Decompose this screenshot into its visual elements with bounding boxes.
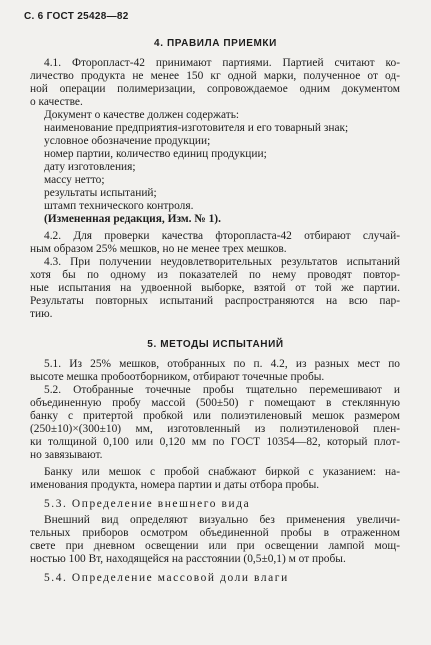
doc-item: наименование предприятия-изготовителя и его товарный знак; <box>44 122 349 134</box>
p43-line: ные испытания на удвоенной выборке, взятой от той же партии. <box>30 282 400 294</box>
p43-line: тию. <box>30 308 53 320</box>
p53-line: Внешний вид определяют визуально без применения увеличи- <box>44 514 400 526</box>
p41-line: ной операции полимеризации, сопровождаемое одним документом <box>30 83 400 95</box>
p52-line: но завязывают. <box>30 449 103 461</box>
p52-line: (250±10)×(300±10) мм, изготовленный из полиэтиленовой плен- <box>30 423 400 435</box>
p43-line: 4.3. При получении неудовлетворительных результатов испытаний <box>44 256 400 268</box>
p43-line: хотя бы по одному из показателей по нему проводят повтор- <box>30 269 400 281</box>
revision-note: (Измененная редакция, Изм. № 1). <box>44 213 221 225</box>
p52b-line: Банку или мешок с пробой снабжают биркой с указанием: на- <box>44 466 400 478</box>
doc-item: массу нетто; <box>44 174 105 186</box>
p51-line: 5.1. Из 25% мешков, отобранных по п. 4.2, из разных мест по <box>44 358 400 370</box>
p42-line: 4.2. Для проверки качества фторопласта-42 отбирают случай- <box>44 230 400 242</box>
p43-line: Результаты повторных испытаний распространяются на всю пар- <box>30 295 400 307</box>
p53-line: ностью 100 Вт, находящейся на расстоянии (0,5±0,1) м от пробы. <box>30 553 346 565</box>
doc-item: результаты испытаний; <box>44 187 157 199</box>
p51-line: высоте мешка пробоотборником, отбирают точечные пробы. <box>30 371 325 383</box>
p54-title: 5.4. Определение массовой доли влаги <box>44 572 289 584</box>
p53-title: 5.3. Определение внешнего вида <box>44 498 251 510</box>
p52-line: ки толщиной 0,100 или 0,120 мм по ГОСТ 10354—82, который плот- <box>30 436 400 448</box>
p53-line: тельных приборов осмотром объединенной пробы в отраженном <box>30 527 400 539</box>
p52-line: банку с притертой пробкой или полиэтиленовый мешок размером <box>30 410 400 422</box>
p52b-line: именования продукта, номера партии и даты отбора пробы. <box>30 479 320 491</box>
p52-line: объединенную пробу массой (500±50) г помещают в стеклянную <box>30 397 400 409</box>
doc-item: условное обозначение продукции; <box>44 135 211 147</box>
p41-line: о качестве. <box>30 96 83 108</box>
doc-intro: Документ о качестве должен содержать: <box>44 109 240 121</box>
page-header: С. 6 ГОСТ 25428—82 <box>24 11 129 22</box>
p42-line: ным образом 25% мешков, но не менее трех мешков. <box>30 243 287 255</box>
p52-line: 5.2. Отобранные точечные пробы тщательно перемешивают и <box>44 384 400 396</box>
p41-line: личество продукта не менее 150 кг одной марки, полученное от од- <box>30 70 400 82</box>
p53-line: свете при дневном освещении или при освещении лампой мощ- <box>30 540 400 552</box>
section-4-title: 4. ПРАВИЛА ПРИЕМКИ <box>154 38 277 49</box>
p41-line: 4.1. Фторопласт-42 принимают партиями. Партией считают ко- <box>44 57 400 69</box>
doc-item: штамп технического контроля. <box>44 200 194 212</box>
doc-item: номер партии, количество единиц продукции; <box>44 148 267 160</box>
section-5-title: 5. МЕТОДЫ ИСПЫТАНИЙ <box>147 339 284 350</box>
doc-item: дату изготовления; <box>44 161 136 173</box>
